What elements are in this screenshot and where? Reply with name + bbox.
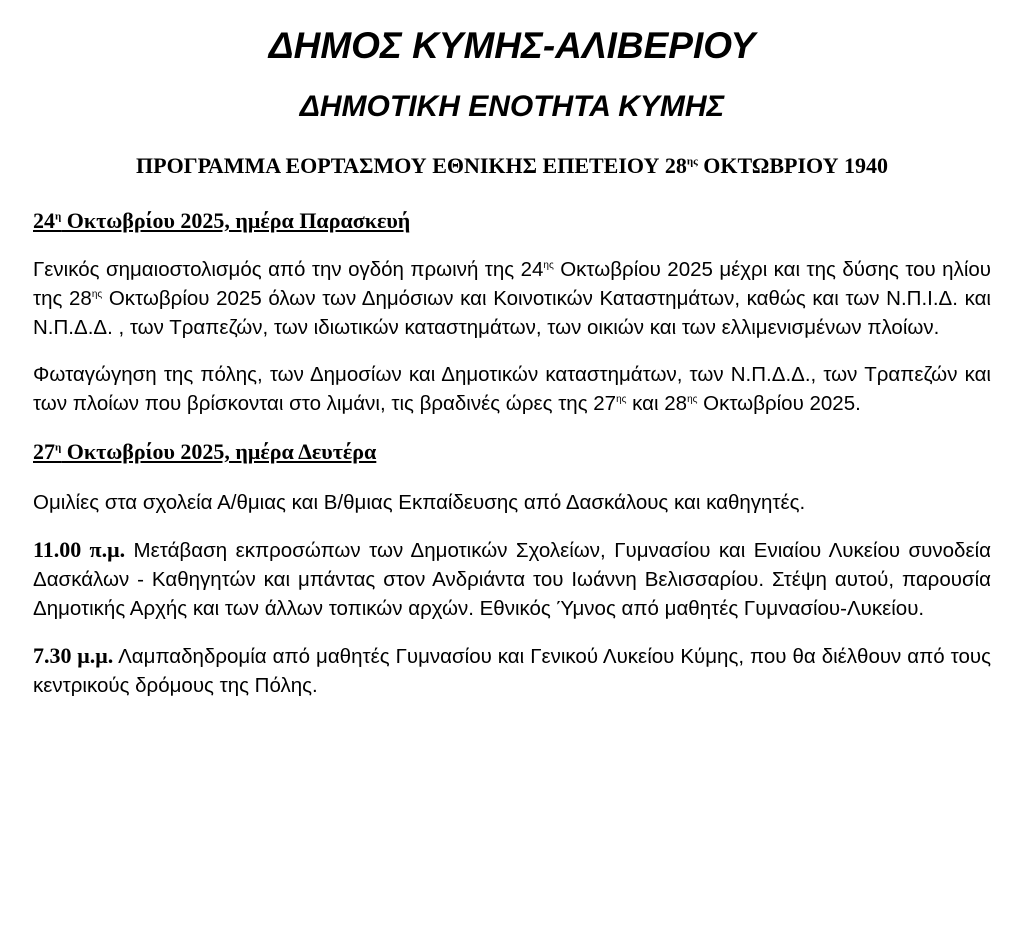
program-title bbox=[33, 152, 991, 180]
ordinal-suffix: ης bbox=[687, 394, 698, 406]
event-description: Λαμπαδηδρομία από μαθητές Γυμνασίου και Γενικού Λυκείου Κύμης, που θα διέλθουν από τους κεντρικούς δρόμους της Πόλης. bbox=[33, 645, 991, 697]
municipal-unit-title: ΔΗΜΟΤΙΚΗ ΕΝΟΤΗΤΑ ΚΥΜΗΣ bbox=[299, 90, 725, 123]
event-time: 11.00 π.μ. bbox=[33, 537, 126, 562]
paragraph-flag-decoration bbox=[33, 255, 991, 342]
paragraph-torch-relay bbox=[33, 641, 991, 700]
date-day: 24 bbox=[33, 208, 55, 233]
text-part: Φωταγώγηση της πόλης, των Δημοσίων και Δημοτικών καταστημάτων, των Ν.Π.Δ.Δ., των Τραπεζών και των πλοίων που βρίσκονται στο λιμάνι, τις βραδινές ώρες της 27 bbox=[33, 363, 991, 415]
program-title-part1: ΠΡΟΓΡΑΜΜΑ ΕΟΡΤΑΣΜΟΥ ΕΘΝΙΚΗΣ ΕΠΕΤΕΙΟΥ 28 bbox=[136, 153, 687, 178]
program-title-ordinal: ης bbox=[686, 155, 698, 168]
date-ordinal: η bbox=[55, 441, 62, 454]
text-part: και 28 bbox=[626, 392, 688, 415]
section-heading-oct-24 bbox=[33, 207, 991, 235]
municipality-title: ΔΗΜΟΣ ΚΥΜΗΣ-ΑΛΙΒΕΡΙΟΥ bbox=[268, 25, 756, 66]
ordinal-suffix: ης bbox=[543, 260, 554, 272]
date-day: 27 bbox=[33, 439, 55, 464]
section-heading-oct-27 bbox=[33, 438, 991, 466]
paragraph-school-speeches: Ομιλίες στα σχολεία Α/θμιας και Β/θμιας Εκπαίδευσης από Δασκάλους και καθηγητές. bbox=[33, 491, 806, 514]
text-part: Οκτωβρίου 2025. bbox=[697, 392, 861, 415]
ordinal-suffix: ης bbox=[616, 394, 627, 406]
ordinal-suffix: ης bbox=[91, 289, 103, 301]
text-part: Οκτωβρίου 2025 μέχρι και της δύσης του ηλίου της 28 bbox=[33, 258, 991, 310]
date-rest: Οκτωβρίου 2025, ημέρα Δευτέρα bbox=[61, 439, 377, 464]
text-part: Γενικός σημαιοστολισμός από την ογδόη πρωινή της 24 bbox=[33, 258, 544, 281]
document-page bbox=[33, 24, 991, 700]
date-ordinal: η bbox=[55, 210, 62, 223]
program-title-part2: ΟΚΤΩΒΡΙΟΥ 1940 bbox=[697, 153, 888, 178]
paragraph-illumination bbox=[33, 360, 991, 418]
event-description: Μετάβαση εκπροσώπων των Δημοτικών Σχολείων, Γυμνασίου και Ενιαίου Λυκείου συνοδεία Δασκάλων - Καθηγητών και μπάντας στον Ανδριάντα του Ιωάννη Βελισσαρίου. Στέψη αυτού, παρουσία Δημοτικής Αρχής και των άλλων τοπικών αρχών. Εθνικός Ύμνος από μαθητές Γυμνασίου-Λυκείου. bbox=[33, 539, 991, 620]
event-time: 7.30 μ.μ. bbox=[33, 643, 114, 668]
text-part: Οκτωβρίου 2025 όλων των Δημόσιων και Κοινοτικών Καταστημάτων, καθώς και των Ν.Π.Ι.Δ. και Ν.Π.Δ.Δ. , των Τραπεζών, των ιδιωτικών καταστημάτων, των οικιών και των ελλιμενισμένων πλοίων. bbox=[33, 287, 991, 339]
paragraph-wreath-laying bbox=[33, 535, 991, 623]
date-rest: Οκτωβρίου 2025, ημέρα Παρασκευή bbox=[61, 208, 411, 233]
